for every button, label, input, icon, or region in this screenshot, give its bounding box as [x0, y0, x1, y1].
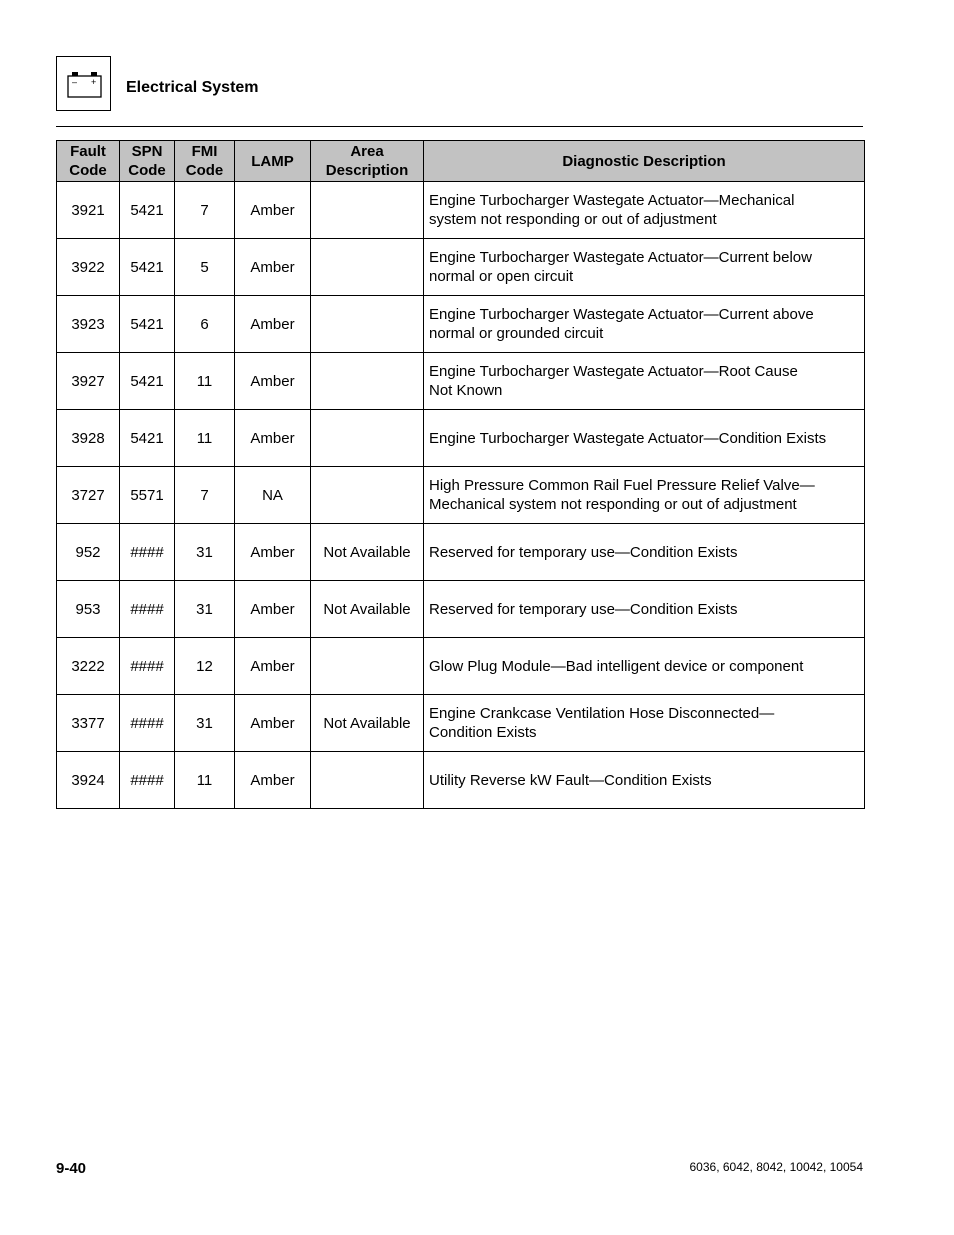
diagnostic-description-cell — [424, 182, 865, 239]
area-description-cell — [311, 182, 424, 239]
column-header-line: LAMP — [251, 152, 294, 170]
area-description-cell — [311, 353, 424, 410]
lamp-cell: Amber — [235, 296, 311, 353]
table-row — [57, 410, 865, 467]
spn-code-cell: #### — [120, 695, 175, 752]
lamp-cell: Amber — [235, 638, 311, 695]
spn-code-cell: 5421 — [120, 296, 175, 353]
lamp-cell: Amber — [235, 524, 311, 581]
description-line: Reserved for temporary use—Condition Exists — [429, 600, 738, 618]
diagnostic-description-cell — [424, 467, 865, 524]
description-line: normal or open circuit — [429, 268, 574, 285]
diagnostic-description-cell — [424, 353, 865, 410]
fmi-code-cell: 31 — [175, 695, 235, 752]
area-description-cell — [311, 239, 424, 296]
fmi-code-cell: 7 — [175, 182, 235, 239]
area-description-cell — [311, 296, 424, 353]
table-header-row — [57, 141, 865, 182]
column-header-spn-code — [120, 141, 175, 182]
model-numbers: 6036, 6042, 8042, 10042, 10054 — [689, 1160, 863, 1174]
table-row — [57, 524, 865, 581]
description-line: Reserved for temporary use—Condition Exists — [429, 543, 738, 561]
section-title: Electrical System — [126, 79, 259, 96]
table-row — [57, 239, 865, 296]
area-description-cell — [311, 752, 424, 809]
diagnostic-description-cell — [424, 638, 865, 695]
fault-code-cell: 3923 — [57, 296, 120, 353]
fault-code-cell: 3222 — [57, 638, 120, 695]
column-header-fault-code — [57, 141, 120, 182]
fmi-code-cell: 11 — [175, 353, 235, 410]
fault-code-cell: 952 — [57, 524, 120, 581]
table-row — [57, 467, 865, 524]
lamp-cell: Amber — [235, 182, 311, 239]
fault-code-cell: 3924 — [57, 752, 120, 809]
spn-code-cell: 5421 — [120, 410, 175, 467]
fmi-code-cell: 12 — [175, 638, 235, 695]
diagnostic-description-cell — [424, 239, 865, 296]
diagnostic-description-cell — [424, 524, 865, 581]
spn-code-cell: #### — [120, 752, 175, 809]
description-line: High Pressure Common Rail Fuel Pressure Relief Valve— — [429, 477, 815, 494]
fault-code-cell: 3927 — [57, 353, 120, 410]
page-number: 9-40 — [56, 1160, 87, 1177]
lamp-cell: Amber — [235, 353, 311, 410]
column-header-line: Code — [69, 162, 107, 179]
fmi-code-cell: 6 — [175, 296, 235, 353]
column-header-line: FMI — [191, 143, 218, 160]
area-description-cell — [311, 467, 424, 524]
area-description-cell — [311, 410, 424, 467]
column-header-line: Description — [325, 162, 409, 179]
column-header-fmi-code — [175, 141, 235, 182]
fault-code-table — [56, 140, 865, 809]
column-header-diagnostic-description — [424, 141, 865, 182]
area-description-cell: Not Available — [311, 695, 424, 752]
diagnostic-description-cell — [424, 410, 865, 467]
description-line: system not responding or out of adjustment — [429, 211, 717, 228]
table-row — [57, 695, 865, 752]
description-line: Not Known — [429, 382, 503, 399]
description-line: Glow Plug Module—Bad intelligent device or component — [429, 657, 804, 675]
column-header-line: SPN — [131, 143, 163, 160]
lamp-cell: NA — [235, 467, 311, 524]
lamp-cell: Amber — [235, 581, 311, 638]
fault-code-cell: 953 — [57, 581, 120, 638]
area-description-cell — [311, 638, 424, 695]
column-header-line: Diagnostic Description — [562, 152, 726, 170]
diagnostic-description-cell — [424, 296, 865, 353]
description-line: normal or grounded circuit — [429, 325, 604, 342]
description-line: Engine Turbocharger Wastegate Actuator—Condition Exists — [429, 429, 827, 447]
description-line: Engine Turbocharger Wastegate Actuator—Current above — [429, 306, 814, 323]
column-header-area-description — [311, 141, 424, 182]
spn-code-cell: 5421 — [120, 182, 175, 239]
table-row — [57, 182, 865, 239]
fmi-code-cell: 11 — [175, 752, 235, 809]
fmi-code-cell: 31 — [175, 581, 235, 638]
spn-code-cell: 5571 — [120, 467, 175, 524]
table-row — [57, 581, 865, 638]
diagnostic-description-cell — [424, 695, 865, 752]
battery-plus-sign: + — [91, 77, 97, 87]
fmi-code-cell: 31 — [175, 524, 235, 581]
column-header-line: Area — [350, 143, 384, 160]
fmi-code-cell: 5 — [175, 239, 235, 296]
lamp-cell: Amber — [235, 695, 311, 752]
lamp-cell: Amber — [235, 752, 311, 809]
fault-code-cell: 3377 — [57, 695, 120, 752]
lamp-cell: Amber — [235, 239, 311, 296]
description-line: Condition Exists — [429, 724, 537, 741]
table-row — [57, 296, 865, 353]
lamp-cell: Amber — [235, 410, 311, 467]
fault-code-cell: 3922 — [57, 239, 120, 296]
column-header-lamp — [235, 141, 311, 182]
table-row — [57, 353, 865, 410]
battery-minus-sign: – — [72, 77, 78, 87]
fmi-code-cell: 7 — [175, 467, 235, 524]
spn-code-cell: 5421 — [120, 353, 175, 410]
diagnostic-description-cell — [424, 581, 865, 638]
fault-code-cell: 3921 — [57, 182, 120, 239]
column-header-line: Fault — [70, 143, 106, 160]
description-line: Engine Turbocharger Wastegate Actuator—Root Cause — [429, 363, 798, 380]
area-description-cell: Not Available — [311, 524, 424, 581]
section-icon-box — [56, 56, 111, 111]
area-description-cell: Not Available — [311, 581, 424, 638]
description-line: Utility Reverse kW Fault—Condition Exists — [429, 771, 712, 789]
description-line: Engine Crankcase Ventilation Hose Disconnected— — [429, 705, 775, 722]
battery-icon — [67, 71, 102, 98]
column-header-line: Code — [185, 162, 224, 179]
spn-code-cell: #### — [120, 581, 175, 638]
spn-code-cell: #### — [120, 524, 175, 581]
header-divider — [56, 126, 863, 127]
description-line: Mechanical system not responding or out of adjustment — [429, 496, 797, 513]
table-row — [57, 752, 865, 809]
spn-code-cell: 5421 — [120, 239, 175, 296]
fault-code-cell: 3727 — [57, 467, 120, 524]
fmi-code-cell: 11 — [175, 410, 235, 467]
table-row — [57, 638, 865, 695]
diagnostic-description-cell — [424, 752, 865, 809]
column-header-line: Code — [128, 162, 166, 179]
spn-code-cell: #### — [120, 638, 175, 695]
description-line: Engine Turbocharger Wastegate Actuator—Mechanical — [429, 192, 795, 209]
description-line: Engine Turbocharger Wastegate Actuator—Current below — [429, 249, 812, 266]
fault-code-cell: 3928 — [57, 410, 120, 467]
